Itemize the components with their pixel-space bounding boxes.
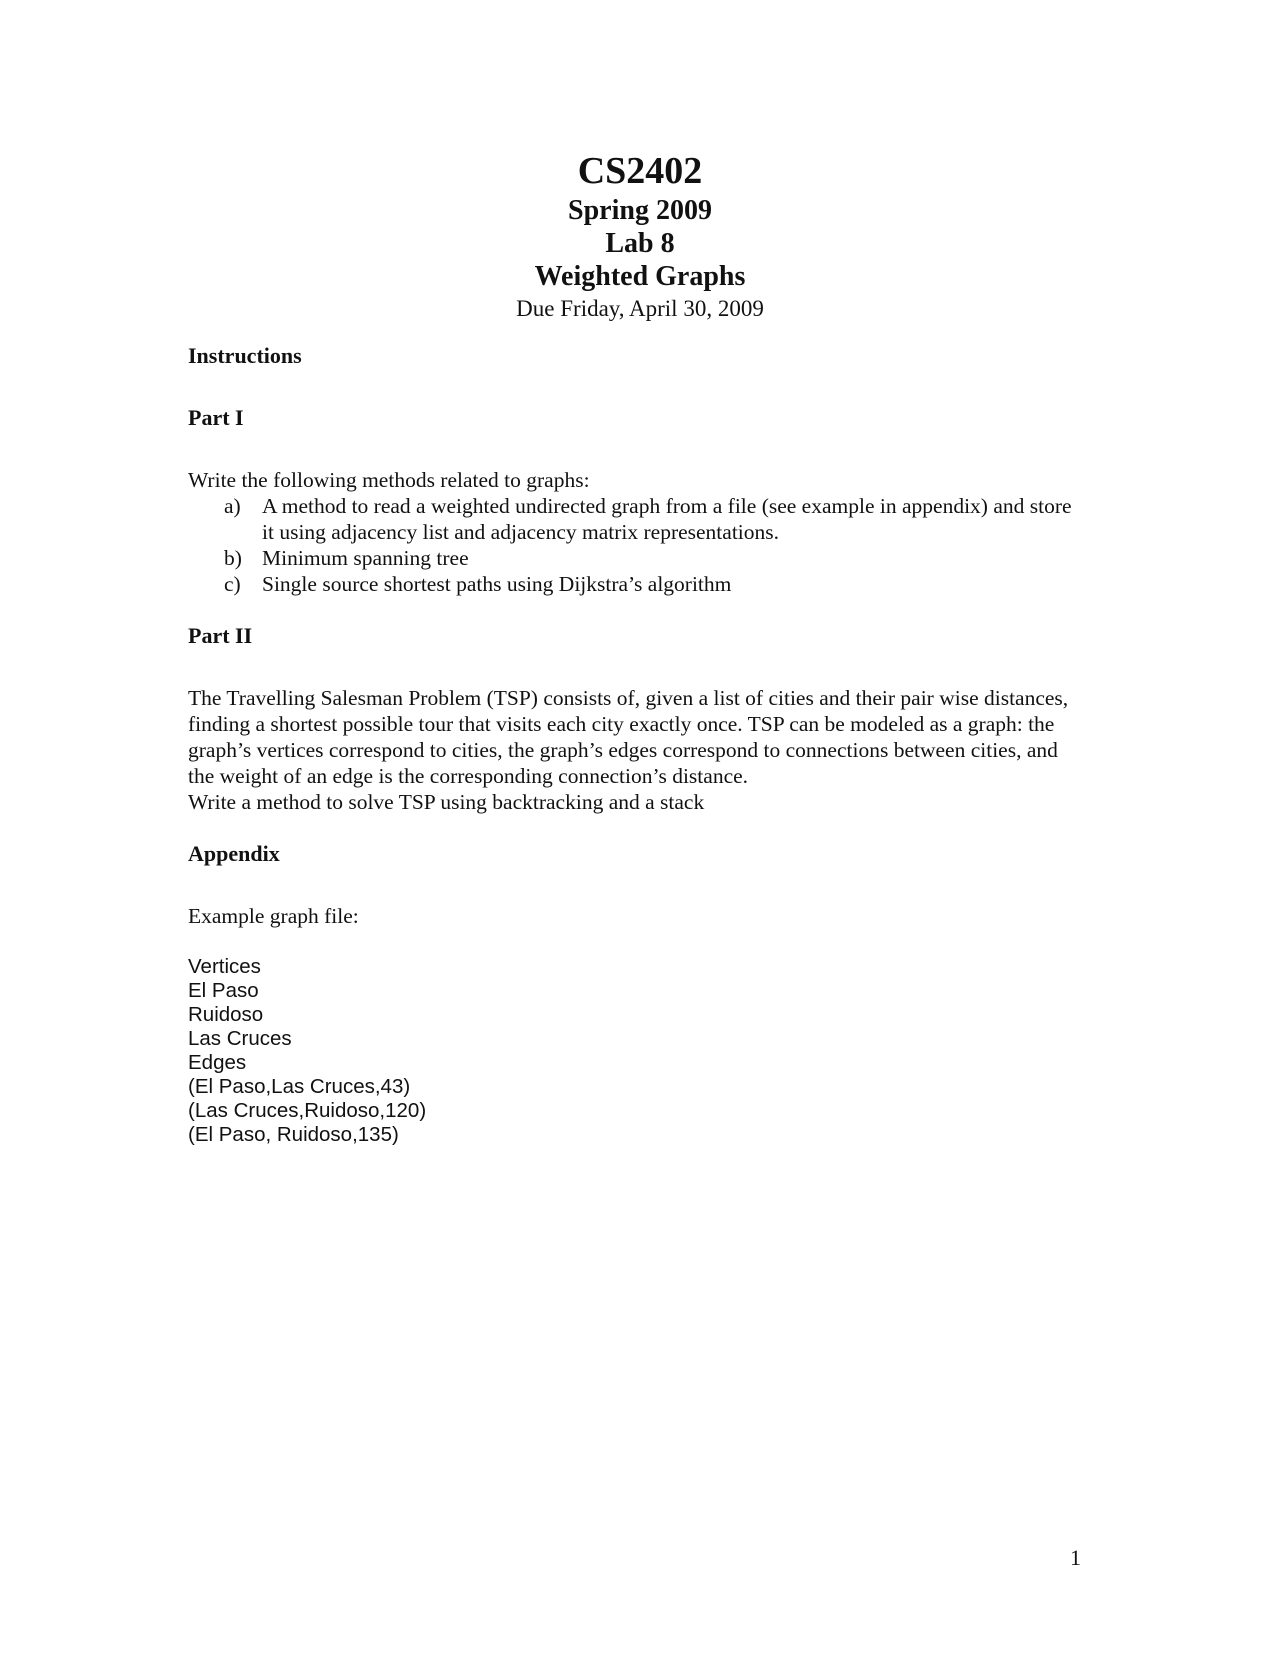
list-item — [224, 493, 1088, 545]
part2-paragraph: The Travelling Salesman Problem (TSP) consists of, given a list of cities and their pair wise distances, finding a shortest possible tour that visits each city exactly once. TSP can be modeled as a graph: the graph’s vertices correspond to cities, the graph’s edges correspond to connections between cities, and the weight of an edge is the corresponding connection’s distance. — [188, 686, 1069, 788]
due-date: Due Friday, April 30, 2009 — [516, 296, 764, 321]
page-number: 1 — [1070, 1545, 1081, 1570]
example-line: (Las Cruces,Ruidoso,120) — [188, 1099, 427, 1122]
example-graph-file — [188, 955, 1088, 1147]
list-marker: a) — [224, 494, 241, 518]
appendix-intro: Example graph file: — [188, 904, 359, 928]
lab-topic: Weighted Graphs — [534, 261, 746, 292]
example-line: Vertices — [188, 955, 261, 978]
lab-number: Lab 8 — [605, 228, 675, 259]
part1-task-list — [188, 493, 1088, 597]
instructions-heading: Instructions — [188, 343, 302, 368]
document-header — [0, 148, 1280, 323]
list-item — [224, 571, 1088, 597]
part2-task: Write a method to solve TSP using backtracking and a stack — [188, 790, 705, 814]
document-body — [188, 343, 1088, 1147]
example-line: El Paso — [188, 979, 259, 1002]
part2-heading: Part II — [188, 623, 253, 648]
part1-intro: Write the following methods related to graphs: — [188, 468, 590, 492]
list-marker: c) — [224, 572, 241, 596]
example-line: Edges — [188, 1051, 247, 1074]
list-item-text: Single source shortest paths using Dijkstra’s algorithm — [262, 572, 732, 596]
appendix-heading: Appendix — [188, 841, 280, 866]
example-line: (El Paso,Las Cruces,43) — [188, 1075, 411, 1098]
example-line: Ruidoso — [188, 1003, 264, 1026]
list-item-text: Minimum spanning tree — [262, 546, 469, 570]
example-line: (El Paso, Ruidoso,135) — [188, 1123, 399, 1146]
term: Spring 2009 — [568, 195, 712, 226]
part1-heading: Part I — [188, 405, 244, 430]
list-item-text: A method to read a weighted undirected graph from a file (see example in appendix) and store it using adjacency list and adjacency matrix representations. — [262, 494, 1072, 544]
list-marker: b) — [224, 546, 242, 570]
course-code: CS2402 — [577, 150, 703, 192]
list-item — [224, 545, 1088, 571]
example-line: Las Cruces — [188, 1027, 292, 1050]
